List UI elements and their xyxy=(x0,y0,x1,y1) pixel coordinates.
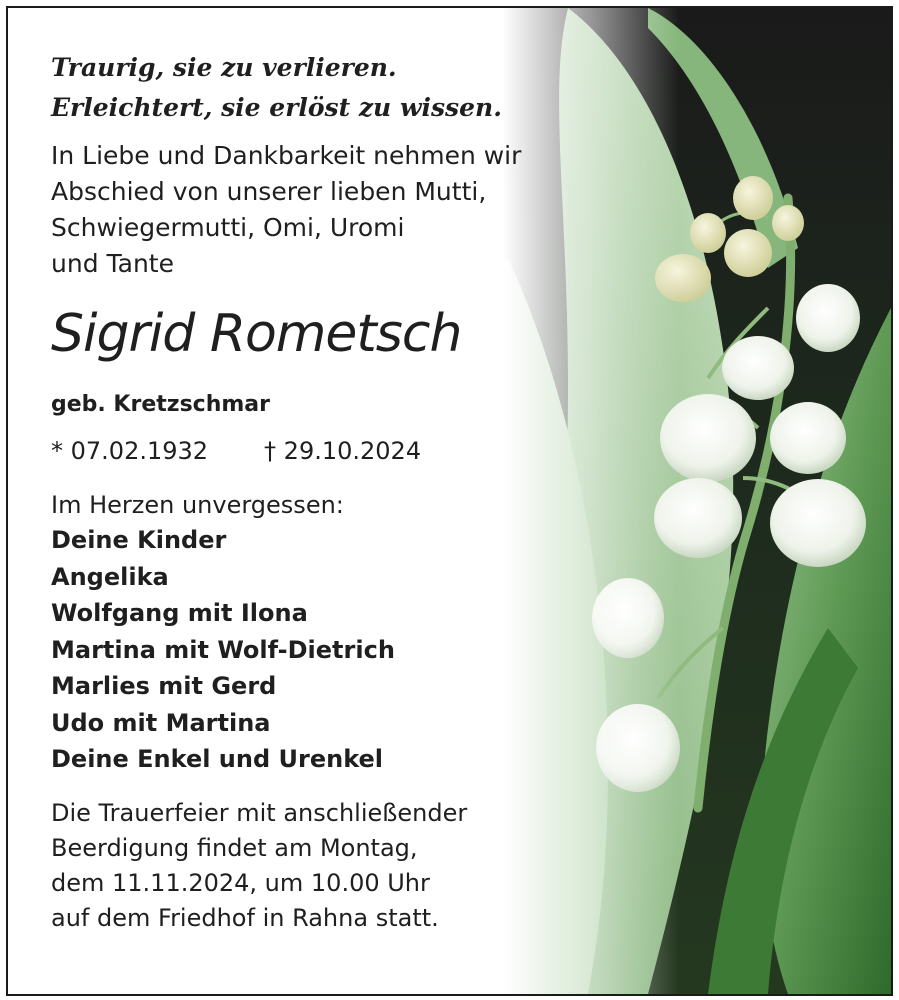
mourner-item: Martina mit Wolf-Dietrich xyxy=(51,635,395,664)
birth-date: * 07.02.1932 xyxy=(51,437,209,465)
service-line-1: Die Trauerfeier mit anschließender xyxy=(51,798,468,827)
mourner-item: Wolfgang mit Ilona xyxy=(51,599,308,627)
mourner-item: Marlies mit Gerd xyxy=(51,672,277,700)
mourners-list xyxy=(51,522,611,778)
obituary-text xyxy=(51,48,611,936)
intro-line-3: Schwiegermutti, Omi, Uromi xyxy=(51,213,405,242)
mourners-heading: Im Herzen unvergessen: xyxy=(51,491,344,519)
intro-text xyxy=(51,138,611,282)
intro-line-1: In Liebe und Dankbarkeit nehmen wir xyxy=(51,141,522,170)
mourner-item: Deine Enkel und Urenkel xyxy=(51,745,384,773)
motto-line-1: Traurig, sie zu verlieren. xyxy=(51,53,397,82)
motto-line-2: Erleichtert, sie erlöst zu wissen. xyxy=(51,93,502,122)
service-info xyxy=(51,796,611,936)
service-line-2: Beerdigung findet am Montag, xyxy=(51,833,418,862)
obituary-card xyxy=(6,6,893,996)
intro-line-2: Abschied von unserer lieben Mutti, xyxy=(51,177,487,206)
service-line-4: auf dem Friedhof in Rahna statt. xyxy=(51,903,439,932)
mourner-item: Angelika xyxy=(51,562,169,591)
mourner-item: Deine Kinder xyxy=(51,526,227,554)
service-line-3: dem 11.11.2024, um 10.00 Uhr xyxy=(51,868,430,897)
intro-line-4: und Tante xyxy=(51,249,174,278)
life-dates xyxy=(51,434,611,468)
maiden-name: geb. Kretzschmar xyxy=(51,392,270,417)
mourner-item: Udo mit Martina xyxy=(51,708,271,737)
deceased-name: Sigrid Rometsch xyxy=(51,304,462,364)
death-date: † 29.10.2024 xyxy=(264,437,422,465)
